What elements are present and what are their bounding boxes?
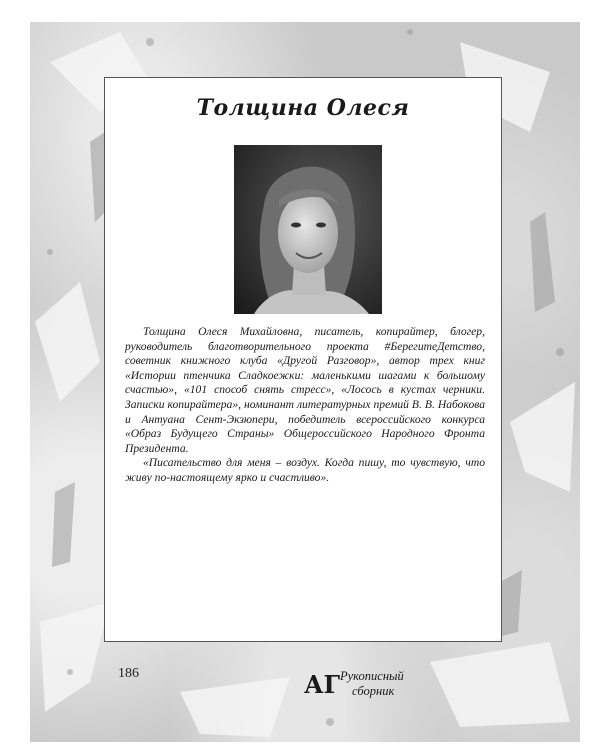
publisher-logo xyxy=(304,670,341,699)
logo-text: АГ xyxy=(304,670,341,699)
page-number: 186 xyxy=(118,666,139,681)
author-bio xyxy=(125,325,485,486)
collection-line-1: Рукописный xyxy=(340,669,404,683)
portrait-image xyxy=(234,145,382,314)
bio-paragraph: Толщина Олеся Михайловна, писатель, копирайтер, блогер, руководитель благотворительного проекта #БерегитеДетство, советник книжного клуба «Другой Разговор», автор трех книг «Истории птенчика Сладкоежки: маленькими шагами к большому счастью», «101 способ снять стресс», «Лосось в кустах черники. Записки копирайтера», номинант литературных премий В. В. Набокова и Антуана Сент-Экзюпери, победитель всероссийского конкурса «Образ Будущего Страны» Общероссийского Народного Фронта Президента. xyxy=(125,325,485,455)
collection-name xyxy=(340,669,404,699)
quote-paragraph: «Писательство для меня – воздух. Когда пишу, то чувствую, что живу по-настоящему ярко и счастливо». xyxy=(125,456,485,484)
collection-line-2: сборник xyxy=(352,684,395,698)
author-name-title: Толщина Олеся xyxy=(196,95,410,121)
author-photo xyxy=(234,145,382,314)
author-card xyxy=(104,77,502,642)
